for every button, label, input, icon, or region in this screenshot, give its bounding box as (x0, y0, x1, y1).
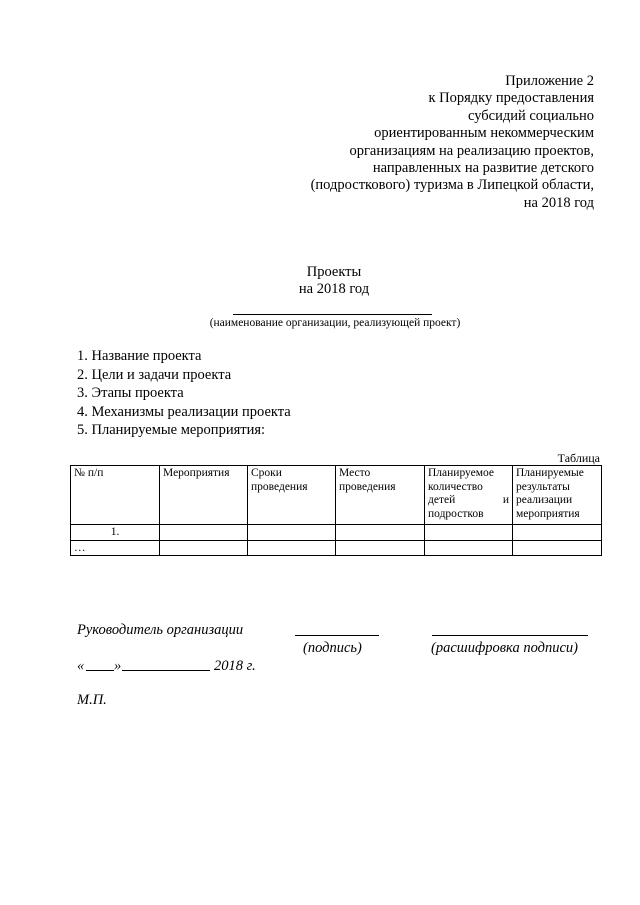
date-day-line[interactable] (86, 670, 114, 671)
events-table (70, 465, 602, 556)
table-caption: Таблица (557, 451, 600, 465)
header-children-line (428, 494, 509, 508)
header-place: Место проведения (336, 466, 425, 525)
appendix-line: организациям на реализацию проектов, (349, 142, 594, 159)
signature-caption: (подпись) (303, 640, 362, 656)
list-item: 4. Механизмы реализации проекта (77, 403, 291, 420)
header-num: № п/п (71, 466, 160, 525)
appendix-line: субсидий социально (467, 107, 594, 124)
header-children (425, 466, 513, 525)
date-close-quote: » (114, 658, 122, 674)
header-results: Планируемые результаты реализации мероприятия (513, 466, 602, 525)
table-cell[interactable] (513, 540, 602, 556)
table-header-row (71, 466, 602, 525)
table-cell[interactable] (425, 525, 513, 541)
document-title (0, 264, 640, 298)
appendix-line: (подросткового) туризма в Липецкой области, (310, 177, 594, 194)
header-children-word: детей (428, 494, 456, 506)
table-cell[interactable] (248, 525, 336, 541)
table-cell[interactable] (336, 540, 425, 556)
list-item: 2. Цели и задачи проекта (77, 366, 232, 383)
signature-decode-line[interactable] (432, 635, 588, 636)
signature-line[interactable] (295, 635, 379, 636)
appendix-line: Приложение 2 (505, 73, 594, 89)
table-row (71, 540, 602, 556)
table-cell[interactable] (336, 525, 425, 541)
organization-name-line (233, 314, 432, 315)
table-cell[interactable] (248, 540, 336, 556)
appendix-line: ориентированным некоммерческим (374, 125, 594, 142)
title-line-1: Проекты (306, 264, 362, 280)
header-events: Мероприятия (160, 466, 248, 525)
appendix-header (214, 73, 594, 212)
header-dates: Сроки проведения (248, 466, 336, 525)
header-children-line: подростков (428, 507, 484, 520)
header-children-word: и (502, 494, 509, 506)
stamp-place: М.П. (77, 692, 107, 708)
table-cell[interactable] (160, 525, 248, 541)
table-cell[interactable] (425, 540, 513, 556)
appendix-line: направленных на развитие детского (372, 160, 594, 177)
list-item: 3. Этапы проекта (77, 385, 184, 401)
signature-decode-caption: (расшифровка подписи) (431, 640, 579, 656)
date-open-quote: « (77, 658, 85, 674)
header-children-line: Планируемое (428, 467, 495, 479)
organization-caption: (наименование организации, реализующей проект) (209, 317, 461, 329)
list-item: 5. Планируемые мероприятия: (77, 422, 266, 438)
table-cell[interactable]: … (71, 540, 160, 556)
header-children-line: количество (428, 480, 483, 493)
table-row (71, 525, 602, 541)
table-cell[interactable]: 1. (71, 525, 160, 541)
appendix-line: к Порядку предоставления (428, 90, 594, 107)
date-month-line[interactable] (122, 670, 210, 671)
head-of-organization-label: Руководитель организации (77, 622, 244, 638)
appendix-line: на 2018 год (523, 194, 594, 211)
list-item: 1. Название проекта (77, 348, 202, 364)
table-cell[interactable] (513, 525, 602, 541)
table-cell[interactable] (160, 540, 248, 556)
project-items-list (77, 347, 291, 440)
title-line-2: на 2018 год (298, 281, 370, 297)
date-year: 2018 г. (214, 658, 256, 674)
